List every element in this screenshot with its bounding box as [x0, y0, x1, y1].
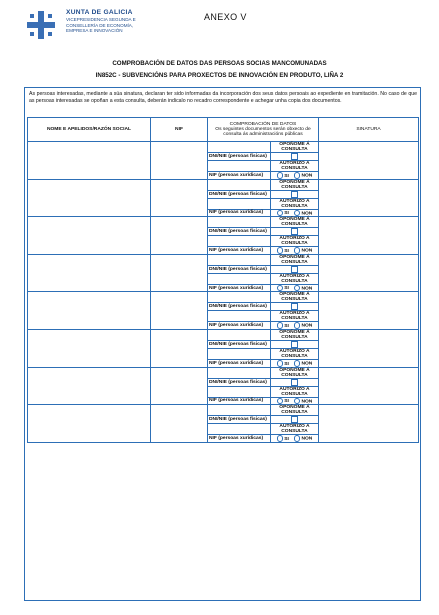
partner-nif-cell[interactable]	[151, 142, 208, 180]
radio-yes[interactable]	[277, 247, 284, 254]
oppose-checkbox[interactable]	[291, 266, 298, 273]
radio-yes-label: SI	[284, 173, 289, 179]
nif-legal-label: NIF (persoas xurídicas)	[208, 397, 271, 405]
authorise-label: AUTORIZO A CONSULTA	[271, 424, 319, 435]
org-line: EMPRESA E INNOVACIÓN	[66, 28, 123, 34]
partner-name-cell[interactable]	[28, 142, 151, 180]
authorise-label: AUTORIZO A CONSULTA	[271, 236, 319, 247]
dni-label: DNI/NIE (persoas físicas)	[208, 153, 271, 161]
partners-table	[27, 117, 419, 443]
radio-no-label: NON	[301, 211, 313, 217]
radio-yes-label: SI	[284, 361, 289, 367]
radio-yes-label: SI	[284, 399, 289, 405]
partner-signature-cell[interactable]	[319, 367, 419, 405]
oppose-checkbox[interactable]	[291, 303, 298, 310]
partner-nif-cell[interactable]	[151, 405, 208, 443]
oppose-checkbox[interactable]	[291, 341, 298, 348]
org-line: CONSELLERÍA DE ECONOMÍA,	[66, 22, 134, 28]
radio-yes[interactable]	[277, 285, 284, 292]
radio-no[interactable]	[294, 360, 301, 367]
document-subtitle: IN852C - SUBVENCIÓNS PARA PROXECTOS DE INNOVACIÓN EN PRODUTO, LIÑA 2	[95, 72, 344, 79]
partner-signature-cell[interactable]	[319, 405, 419, 443]
radio-yes-label: SI	[284, 248, 289, 254]
partner-name-cell[interactable]	[28, 254, 151, 292]
radio-yes[interactable]	[277, 322, 284, 329]
column-header-check	[208, 118, 319, 142]
partner-name-cell[interactable]	[28, 329, 151, 367]
dni-label: DNI/NIE (persoas físicas)	[208, 303, 271, 311]
column-header-check-sub: Os seguintes documentos serán obxecto de consulta ás administracións públicas	[215, 127, 311, 137]
radio-no[interactable]	[294, 285, 301, 292]
partner-name-cell[interactable]	[28, 292, 151, 330]
authorise-label: AUTORIZO A CONSULTA	[271, 348, 319, 359]
radio-no[interactable]	[294, 172, 301, 179]
radio-no[interactable]	[294, 398, 301, 405]
dni-label: DNI/NIE (persoas físicas)	[208, 378, 271, 386]
radio-yes-label: SI	[284, 211, 289, 217]
oppose-label: OPOÑOME Á CONSULTA	[271, 217, 319, 228]
authorise-label: AUTORIZO A CONSULTA	[271, 273, 319, 284]
oppose-label: OPOÑOME Á CONSULTA	[271, 179, 319, 190]
radio-no-label: NON	[301, 248, 313, 254]
column-header-name: NOME E APELIDOS/RAZÓN SOCIAL	[28, 118, 151, 142]
radio-no[interactable]	[294, 435, 301, 442]
partner-nif-cell[interactable]	[151, 254, 208, 292]
radio-yes[interactable]	[277, 398, 284, 405]
annex-label: ANEXO V	[204, 12, 247, 22]
partner-signature-cell[interactable]	[319, 254, 419, 292]
radio-no[interactable]	[294, 322, 301, 329]
nif-legal-label: NIF (persoas xurídicas)	[208, 284, 271, 292]
authorise-label: AUTORIZO A CONSULTA	[271, 386, 319, 397]
radio-yes[interactable]	[277, 435, 284, 442]
intro-text: As persoas interesadas, mediante a súa sinatura, declaran ter sido informadas da incorporación dos seus datos persoais ao expediente en tramitación. No caso de que as persoas interesadas se opoñan a esta consulta, deberán indicalo no recadro correspondente e achegar unha copia dos documentos.	[29, 91, 417, 104]
authorise-label: AUTORIZO A CONSULTA	[271, 198, 319, 209]
radio-no-label: NON	[301, 436, 313, 442]
column-header-check-title: COMPROBACIÓN DE DATOS	[229, 122, 297, 127]
radio-no-label: NON	[301, 173, 313, 179]
oppose-checkbox[interactable]	[291, 416, 298, 423]
column-header-nif: NIF	[151, 118, 208, 142]
radio-no-label: NON	[301, 399, 313, 405]
page-header	[24, 8, 424, 52]
partner-signature-cell[interactable]	[319, 217, 419, 255]
nif-legal-label: NIF (persoas xurídicas)	[208, 172, 271, 180]
org-line: VICEPRESIDENCIA SEGUNDA E	[66, 17, 136, 22]
dni-label: DNI/NIE (persoas físicas)	[208, 340, 271, 348]
radio-no-label: NON	[301, 323, 313, 329]
partner-nif-cell[interactable]	[151, 367, 208, 405]
partner-signature-cell[interactable]	[319, 142, 419, 180]
radio-yes-label: SI	[284, 286, 289, 292]
partner-nif-cell[interactable]	[151, 329, 208, 367]
partner-name-cell[interactable]	[28, 367, 151, 405]
oppose-label: OPOÑOME Á CONSULTA	[271, 405, 319, 416]
table-header-row	[28, 118, 419, 142]
nif-legal-label: NIF (persoas xurídicas)	[208, 322, 271, 330]
dni-label: DNI/NIE (persoas físicas)	[208, 228, 271, 236]
partner-name-cell[interactable]	[28, 179, 151, 217]
nif-legal-label: NIF (persoas xurídicas)	[208, 435, 271, 443]
partner-signature-cell[interactable]	[319, 179, 419, 217]
oppose-checkbox[interactable]	[291, 228, 298, 235]
oppose-checkbox[interactable]	[291, 379, 298, 386]
partner-nif-cell[interactable]	[151, 292, 208, 330]
radio-no[interactable]	[294, 247, 301, 254]
partner-signature-cell[interactable]	[319, 329, 419, 367]
organisation-name	[66, 9, 136, 34]
radio-no-label: NON	[301, 286, 313, 292]
partner-name-cell[interactable]	[28, 217, 151, 255]
form-frame	[24, 87, 421, 601]
dni-label: DNI/NIE (persoas físicas)	[208, 416, 271, 424]
nif-legal-label: NIF (persoas xurídicas)	[208, 359, 271, 367]
radio-yes-label: SI	[284, 436, 289, 442]
oppose-checkbox[interactable]	[291, 153, 298, 160]
authorise-label: AUTORIZO A CONSULTA	[271, 161, 319, 172]
org-line: XUNTA DE GALICIA	[66, 9, 133, 16]
oppose-label: OPOÑOME Á CONSULTA	[271, 254, 319, 265]
oppose-label: OPOÑOME Á CONSULTA	[271, 367, 319, 378]
oppose-label: OPOÑOME Á CONSULTA	[271, 142, 319, 153]
authorise-label: AUTORIZO A CONSULTA	[271, 311, 319, 322]
radio-yes[interactable]	[277, 360, 284, 367]
dni-label: DNI/NIE (persoas físicas)	[208, 190, 271, 198]
nif-legal-label: NIF (persoas xurídicas)	[208, 247, 271, 255]
partner-nif-cell[interactable]	[151, 217, 208, 255]
radio-no-label: NON	[301, 361, 313, 367]
xunta-logo-icon	[24, 8, 58, 42]
radio-yes[interactable]	[277, 172, 284, 179]
document-title: COMPROBACIÓN DE DATOS DAS PERSOAS SOCIAS MANCOMUNADAS	[112, 60, 327, 67]
radio-yes[interactable]	[277, 210, 284, 217]
column-header-signature: SINATURA	[319, 118, 419, 142]
partner-name-cell[interactable]	[28, 405, 151, 443]
partner-signature-cell[interactable]	[319, 292, 419, 330]
radio-no[interactable]	[294, 210, 301, 217]
dni-label: DNI/NIE (persoas físicas)	[208, 265, 271, 273]
oppose-label: OPOÑOME Á CONSULTA	[271, 329, 319, 340]
oppose-checkbox[interactable]	[291, 191, 298, 198]
radio-yes-label: SI	[284, 323, 289, 329]
nif-legal-label: NIF (persoas xurídicas)	[208, 209, 271, 217]
oppose-label: OPOÑOME Á CONSULTA	[271, 292, 319, 303]
partner-nif-cell[interactable]	[151, 179, 208, 217]
